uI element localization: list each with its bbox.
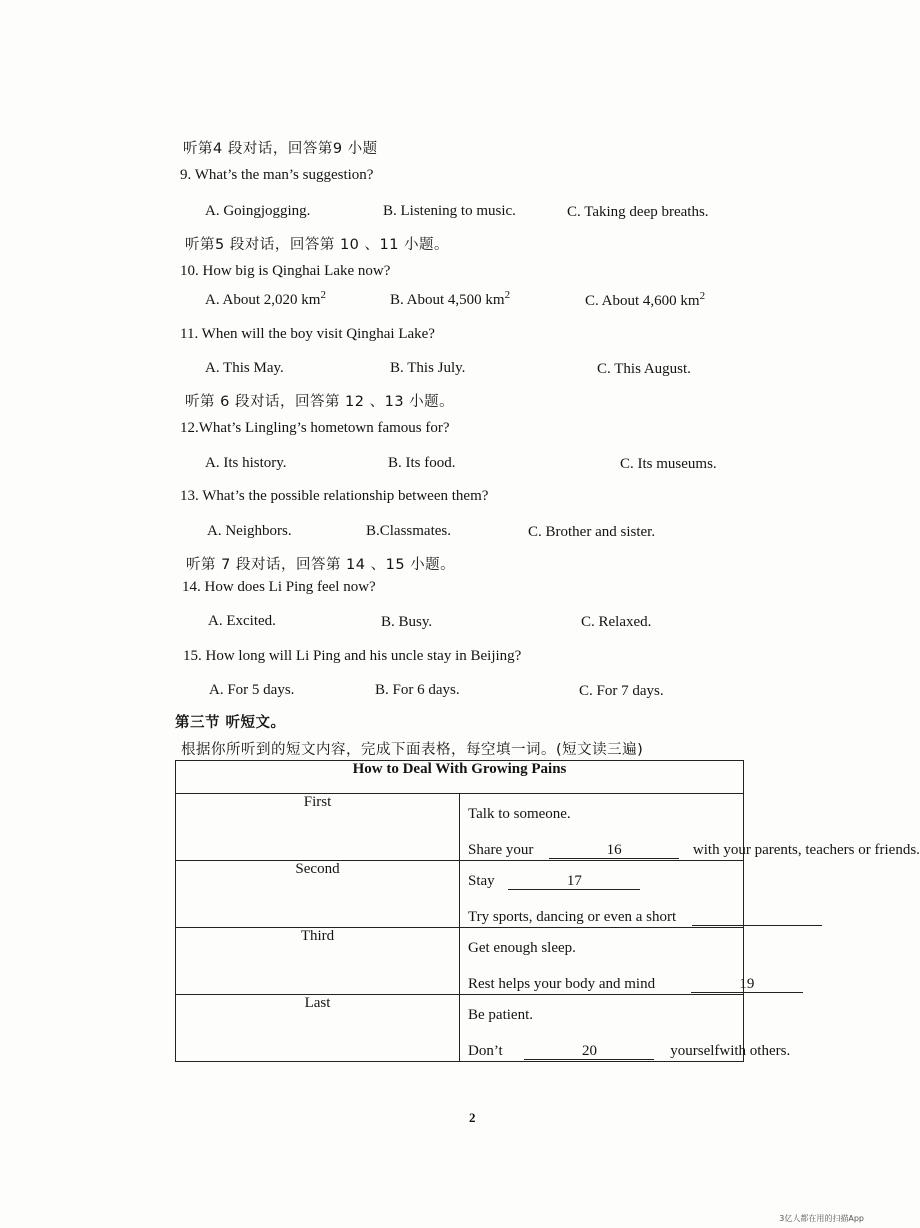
- step-content: [460, 861, 744, 928]
- step-content: [460, 794, 920, 861]
- answer-table: [175, 760, 920, 1062]
- option-a: A. About 2,020 $km^2$: [205, 289, 326, 308]
- option-b: B. For 6 days.: [375, 682, 460, 698]
- option-a: A. Neighbors.: [207, 523, 292, 539]
- option-a: A. Goingjogging.: [205, 203, 311, 219]
- option-b: B. Busy.: [381, 614, 433, 630]
- section-instruction: 听第 7 段对话，回答第 14 、15 小题。: [186, 557, 456, 573]
- step-line: Talk to someone.: [468, 806, 571, 822]
- blank-19[interactable]: 19: [691, 977, 803, 993]
- question-stem: 14. How does Li Ping feel now?: [182, 579, 376, 595]
- step-line: Try sports, dancing or even a short: [468, 909, 822, 926]
- part-heading: 第三节 听短文。: [175, 715, 286, 731]
- option-c: C. Its museums.: [620, 456, 717, 472]
- step-line: Stay 17: [468, 873, 640, 890]
- table-row: [176, 995, 744, 1062]
- blank-17[interactable]: 17: [508, 874, 640, 890]
- step-label: First: [176, 794, 460, 861]
- table-row: [176, 928, 744, 995]
- step-line: Rest helps your body and mind 19: [468, 976, 803, 993]
- question-stem: 13. What’s the possible relationship between them?: [180, 488, 489, 504]
- table-row: [176, 794, 744, 861]
- step-content: [460, 995, 791, 1062]
- option-c: C. This August.: [597, 361, 691, 377]
- question-stem: 9. What’s the man’s suggestion?: [180, 167, 374, 183]
- option-c: C. Taking deep breaths.: [567, 204, 709, 220]
- option-c: C. For 7 days.: [579, 683, 664, 699]
- option-a: A. Its history.: [205, 455, 287, 471]
- question-stem: 15. How long will Li Ping and his uncle stay in Beijing?: [183, 648, 522, 664]
- option-c: C. Brother and sister.: [528, 524, 656, 540]
- scan-watermark: 3亿人都在用的扫描App: [779, 1214, 864, 1223]
- option-a: A. Excited.: [208, 613, 276, 629]
- question-stem: 11. When will the boy visit Qinghai Lake?: [180, 326, 435, 342]
- step-line: Get enough sleep.: [468, 940, 576, 956]
- step-label: Last: [176, 995, 460, 1062]
- blank-20[interactable]: 20: [524, 1044, 654, 1060]
- section-instruction: 听第 6 段对话，回答第 12 、13 小题。: [185, 394, 455, 410]
- question-stem: 12.What’s Lingling’s hometown famous for?: [180, 420, 450, 436]
- option-b: B. This July.: [390, 360, 466, 376]
- option-b: B. Its food.: [388, 455, 456, 471]
- page-number: 2: [469, 1110, 476, 1125]
- step-line: Share your 16 with your parents, teachers or friends.: [468, 842, 920, 858]
- option-b: B. Listening to music.: [383, 203, 516, 219]
- option-c: C. Relaxed.: [581, 614, 652, 630]
- blank-18[interactable]: [692, 910, 822, 926]
- table-row: [176, 861, 744, 928]
- option-b: B.Classmates.: [366, 523, 451, 539]
- part-instruction: 根据你所听到的短文内容，完成下面表格，每空填一词。(短文读三遍): [181, 742, 644, 758]
- option-a: A. For 5 days.: [209, 682, 295, 698]
- step-line: Don’t 20 yourselfwith others.: [468, 1043, 791, 1059]
- step-content: [460, 928, 755, 995]
- section-instruction: 听第4 段对话，回答第9 小题: [183, 141, 378, 157]
- option-b: B. About 4,500 $km^2$: [390, 289, 511, 308]
- table-title: How to Deal With Growing Pains: [176, 761, 744, 794]
- step-line: Be patient.: [468, 1007, 533, 1023]
- question-stem: 10. How big is Qinghai Lake now?: [180, 263, 391, 279]
- option-a: A. This May.: [205, 360, 284, 376]
- step-label: Second: [176, 861, 460, 928]
- option-c: C. About 4,600 $km^2$: [585, 290, 706, 309]
- section-instruction: 听第5 段对话，回答第 10 、11 小题。: [185, 237, 450, 253]
- step-label: Third: [176, 928, 460, 995]
- blank-16[interactable]: 16: [549, 843, 679, 859]
